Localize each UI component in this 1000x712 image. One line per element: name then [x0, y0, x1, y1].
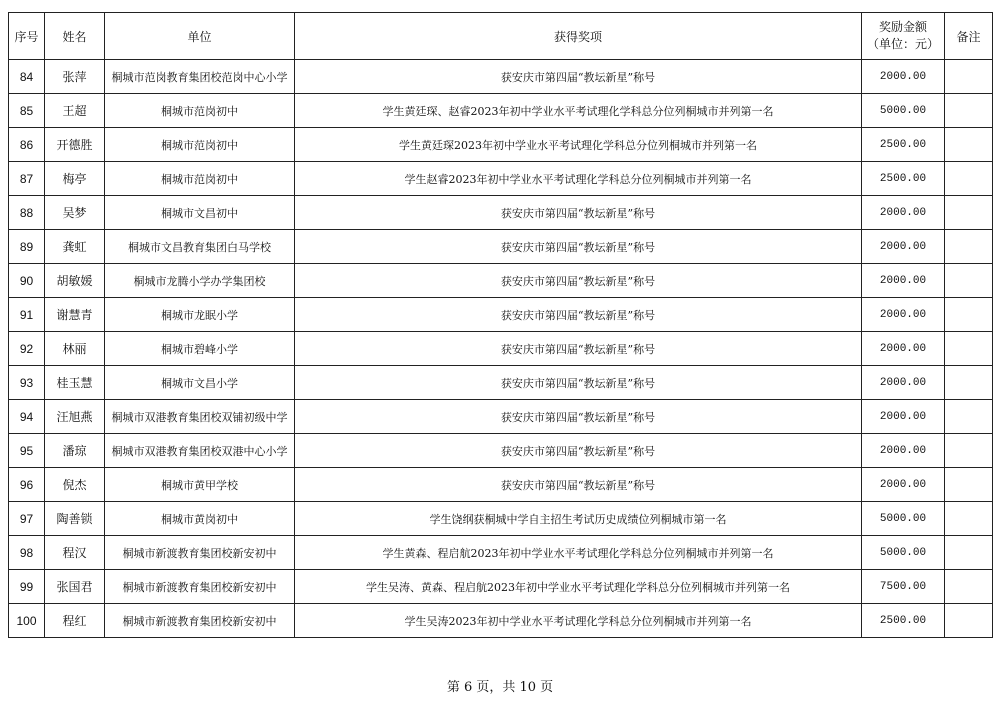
cell-index: 88 [9, 196, 45, 230]
header-index: 序号 [9, 13, 45, 60]
cell-unit: 桐城市双港教育集团校双港中心小学 [105, 434, 295, 468]
table-row [9, 536, 993, 570]
cell-award: 获安庆市第四届“教坛新星”称号 [295, 230, 862, 264]
cell-award: 学生黄森、程启航2023年初中学业水平考试理化学科总分位列桐城市并列第一名 [295, 536, 862, 570]
table-body [9, 60, 993, 638]
cell-note [945, 604, 993, 638]
cell-award: 学生饶纲获桐城中学自主招生考试历史成绩位列桐城市第一名 [295, 502, 862, 536]
cell-award: 获安庆市第四届“教坛新星”称号 [295, 264, 862, 298]
cell-unit: 桐城市龙眠小学 [105, 298, 295, 332]
cell-index: 99 [9, 570, 45, 604]
cell-name: 程红 [45, 604, 105, 638]
cell-award: 学生黄廷琛、赵睿2023年初中学业水平考试理化学科总分位列桐城市并列第一名 [295, 94, 862, 128]
cell-name: 倪杰 [45, 468, 105, 502]
cell-name: 张萍 [45, 60, 105, 94]
cell-name: 谢慧青 [45, 298, 105, 332]
cell-name: 程汉 [45, 536, 105, 570]
cell-note [945, 128, 993, 162]
table-row [9, 128, 993, 162]
cell-amount: 2000.00 [862, 400, 945, 434]
cell-name: 胡敏媛 [45, 264, 105, 298]
cell-award: 学生赵睿2023年初中学业水平考试理化学科总分位列桐城市并列第一名 [295, 162, 862, 196]
cell-unit: 桐城市黄岗初中 [105, 502, 295, 536]
cell-award: 获安庆市第四届“教坛新星”称号 [295, 400, 862, 434]
cell-note [945, 536, 993, 570]
cell-index: 100 [9, 604, 45, 638]
cell-unit: 桐城市文昌初中 [105, 196, 295, 230]
cell-index: 89 [9, 230, 45, 264]
cell-amount: 2000.00 [862, 366, 945, 400]
cell-award: 获安庆市第四届“教坛新星”称号 [295, 60, 862, 94]
table-row [9, 162, 993, 196]
cell-amount: 2000.00 [862, 298, 945, 332]
header-amount-line2: （单位：元） [866, 37, 939, 51]
cell-index: 94 [9, 400, 45, 434]
table-row [9, 434, 993, 468]
cell-unit: 桐城市双港教育集团校双铺初级中学 [105, 400, 295, 434]
cell-name: 王超 [45, 94, 105, 128]
cell-name: 桂玉慧 [45, 366, 105, 400]
cell-unit: 桐城市文昌教育集团白马学校 [105, 230, 295, 264]
cell-note [945, 332, 993, 366]
cell-index: 85 [9, 94, 45, 128]
table-row [9, 570, 993, 604]
table-row [9, 400, 993, 434]
cell-index: 95 [9, 434, 45, 468]
cell-award: 获安庆市第四届“教坛新星”称号 [295, 332, 862, 366]
cell-name: 张国君 [45, 570, 105, 604]
cell-unit: 桐城市范岗初中 [105, 94, 295, 128]
cell-index: 84 [9, 60, 45, 94]
cell-name: 开德胜 [45, 128, 105, 162]
cell-index: 93 [9, 366, 45, 400]
table-row [9, 196, 993, 230]
cell-note [945, 94, 993, 128]
cell-note [945, 162, 993, 196]
cell-note [945, 502, 993, 536]
table-row [9, 468, 993, 502]
cell-note [945, 400, 993, 434]
cell-amount: 2500.00 [862, 128, 945, 162]
cell-award: 获安庆市第四届“教坛新星”称号 [295, 366, 862, 400]
cell-award: 获安庆市第四届“教坛新星”称号 [295, 196, 862, 230]
table-row [9, 502, 993, 536]
cell-unit: 桐城市范岗初中 [105, 162, 295, 196]
cell-amount: 2000.00 [862, 230, 945, 264]
table-row [9, 332, 993, 366]
cell-amount: 2000.00 [862, 468, 945, 502]
table-row [9, 298, 993, 332]
cell-unit: 桐城市范岗教育集团校范岗中心小学 [105, 60, 295, 94]
cell-index: 98 [9, 536, 45, 570]
cell-note [945, 60, 993, 94]
cell-unit: 桐城市文昌小学 [105, 366, 295, 400]
cell-award: 获安庆市第四届“教坛新星”称号 [295, 468, 862, 502]
cell-amount: 2000.00 [862, 196, 945, 230]
cell-note [945, 298, 993, 332]
cell-unit: 桐城市新渡教育集团校新安初中 [105, 536, 295, 570]
cell-award: 获安庆市第四届“教坛新星”称号 [295, 434, 862, 468]
cell-award: 学生吴涛2023年初中学业水平考试理化学科总分位列桐城市并列第一名 [295, 604, 862, 638]
cell-unit: 桐城市碧峰小学 [105, 332, 295, 366]
cell-unit: 桐城市龙腾小学办学集团校 [105, 264, 295, 298]
cell-award: 学生吴涛、黄森、程启航2023年初中学业水平考试理化学科总分位列桐城市并列第一名 [295, 570, 862, 604]
cell-index: 97 [9, 502, 45, 536]
cell-name: 林丽 [45, 332, 105, 366]
cell-unit: 桐城市新渡教育集团校新安初中 [105, 570, 295, 604]
table-row [9, 366, 993, 400]
header-note: 备注 [945, 13, 993, 60]
cell-name: 龚虹 [45, 230, 105, 264]
cell-note [945, 366, 993, 400]
table-row [9, 94, 993, 128]
cell-unit: 桐城市新渡教育集团校新安初中 [105, 604, 295, 638]
cell-amount: 5000.00 [862, 94, 945, 128]
cell-note [945, 468, 993, 502]
cell-amount: 2000.00 [862, 60, 945, 94]
header-award: 获得奖项 [295, 13, 862, 60]
cell-index: 96 [9, 468, 45, 502]
table-row [9, 264, 993, 298]
cell-amount: 2000.00 [862, 434, 945, 468]
cell-amount: 2500.00 [862, 604, 945, 638]
table-row [9, 60, 993, 94]
cell-amount: 7500.00 [862, 570, 945, 604]
cell-amount: 2000.00 [862, 264, 945, 298]
award-table [8, 12, 993, 638]
cell-amount: 2500.00 [862, 162, 945, 196]
cell-index: 91 [9, 298, 45, 332]
cell-note [945, 230, 993, 264]
table-row [9, 604, 993, 638]
cell-note [945, 264, 993, 298]
cell-name: 陶善锁 [45, 502, 105, 536]
cell-name: 潘琼 [45, 434, 105, 468]
cell-index: 92 [9, 332, 45, 366]
header-unit: 单位 [105, 13, 295, 60]
cell-award: 获安庆市第四届“教坛新星”称号 [295, 298, 862, 332]
cell-amount: 5000.00 [862, 502, 945, 536]
cell-note [945, 434, 993, 468]
cell-index: 90 [9, 264, 45, 298]
header-name: 姓名 [45, 13, 105, 60]
table-row [9, 230, 993, 264]
cell-amount: 2000.00 [862, 332, 945, 366]
cell-name: 吴梦 [45, 196, 105, 230]
cell-name: 汪旭燕 [45, 400, 105, 434]
cell-unit: 桐城市黄甲学校 [105, 468, 295, 502]
cell-index: 86 [9, 128, 45, 162]
page-footer: 第 6 页，共 10 页 [446, 680, 554, 695]
cell-index: 87 [9, 162, 45, 196]
cell-name: 梅亭 [45, 162, 105, 196]
cell-amount: 5000.00 [862, 536, 945, 570]
header-amount-line1: 奖励金额 [878, 20, 927, 34]
cell-unit: 桐城市范岗初中 [105, 128, 295, 162]
award-table-container [8, 12, 992, 638]
cell-award: 学生黄廷琛2023年初中学业水平考试理化学科总分位列桐城市并列第一名 [295, 128, 862, 162]
cell-note [945, 570, 993, 604]
cell-note [945, 196, 993, 230]
header-amount [862, 13, 945, 60]
table-header-row [9, 13, 993, 60]
